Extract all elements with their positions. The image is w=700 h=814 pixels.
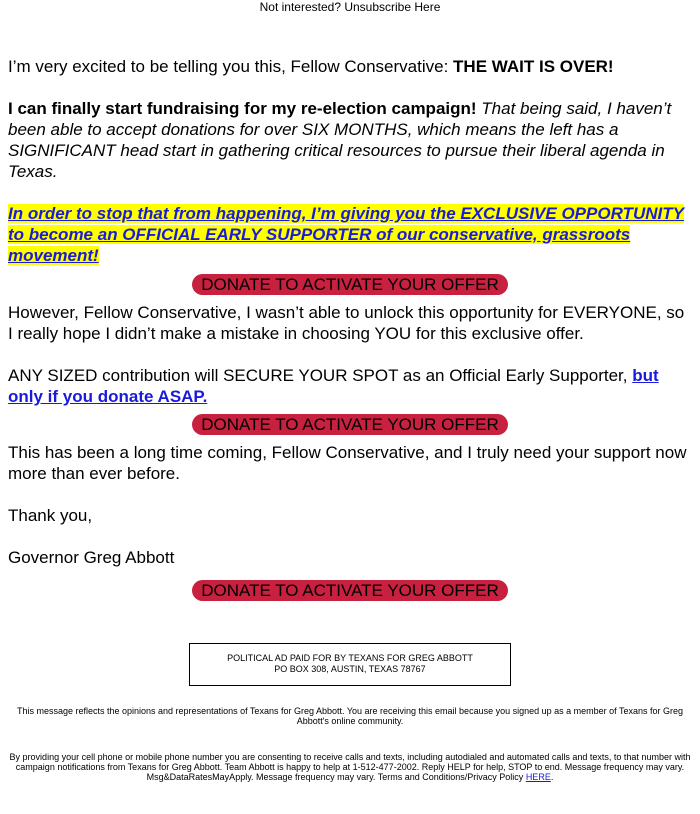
donate-button-3[interactable]: DONATE TO ACTIVATE YOUR OFFER xyxy=(192,580,508,601)
political-ad-disclaimer xyxy=(189,643,511,686)
support-paragraph: This has been a long time coming, Fellow Conservative, and I truly need your support now more than ever before. xyxy=(8,443,687,483)
disclaimer-box-wrap xyxy=(0,643,700,686)
disclaimer-line-2: PO BOX 308, AUSTIN, TEXAS 78767 xyxy=(274,664,426,674)
consent-notice xyxy=(0,752,700,782)
unsubscribe-link[interactable]: Not interested? Unsubscribe Here xyxy=(259,0,441,14)
donate-button-2[interactable]: DONATE TO ACTIVATE YOUR OFFER xyxy=(192,414,508,435)
unsubscribe-bar xyxy=(0,0,700,14)
email-body xyxy=(0,56,700,601)
consent-text: By providing your cell phone or mobile phone number you are consenting to receive calls and texts, including autodialed and automated calls and texts, to that number with campaign notifications from Texans for Greg Abbott. Team Abbott is happy to help at 1-512-477-2002. Reply HELP for help, STOP to end. Message frequency may vary. Msg&DataRatesMayApply. Message frequency may vary. Terms and Conditions/Privacy Policy xyxy=(9,752,691,782)
privacy-policy-link[interactable]: HERE xyxy=(525,772,551,782)
sized-text: ANY SIZED contribution will SECURE YOUR SPOT as an Official Early Supporter, xyxy=(8,366,633,385)
thanks-text: Thank you, xyxy=(8,506,93,525)
donate-button-wrap-2 xyxy=(8,414,692,435)
donate-asap-link[interactable]: but only if you donate ASAP. xyxy=(8,366,659,406)
donate-button-wrap-1 xyxy=(8,274,692,295)
donate-button-1[interactable]: DONATE TO ACTIVATE YOUR OFFER xyxy=(192,274,508,295)
intro-paragraph xyxy=(8,56,692,77)
fundraising-italic: That being said, I haven’t been able to accept donations for over SIX MONTHS, which means the left has a SIGNIFICANT head start in gathering critical resources to pursue their liberal agenda in Texas. xyxy=(8,99,672,181)
intro-bold: THE WAIT IS OVER! xyxy=(453,57,614,76)
consent-period: . xyxy=(550,772,554,782)
sized-paragraph xyxy=(8,365,692,407)
exclusive-paragraph: However, Fellow Conservative, I wasn’t able to unlock this opportunity for EVERYONE, so I really hope I didn’t make a mistake in choosing YOU for this exclusive offer. xyxy=(8,303,685,343)
signature: Governor Greg Abbott xyxy=(8,548,175,567)
opinions-notice: This message reflects the opinions and representations of Texans for Greg Abbott. You are receiving this email because you signed up as a member of Texans for Greg Abbott's online community. xyxy=(16,706,684,726)
donate-button-wrap-3 xyxy=(8,580,692,601)
highlight-link[interactable]: In order to stop that from happening, I’m giving you the EXCLUSIVE OPPORTUNITY to become an OFFICIAL EARLY SUPPORTER of our conservative, grassroots movement! xyxy=(8,204,684,265)
disclaimer-line-1: POLITICAL AD PAID FOR BY TEXANS FOR GREG ABBOTT xyxy=(227,653,473,663)
fundraising-bold: I can finally start fundraising for my re-election campaign! xyxy=(8,99,477,118)
fundraising-paragraph xyxy=(8,98,692,182)
intro-text: I’m very excited to be telling you this, Fellow Conservative: xyxy=(8,57,454,76)
highlight-paragraph xyxy=(8,203,692,266)
